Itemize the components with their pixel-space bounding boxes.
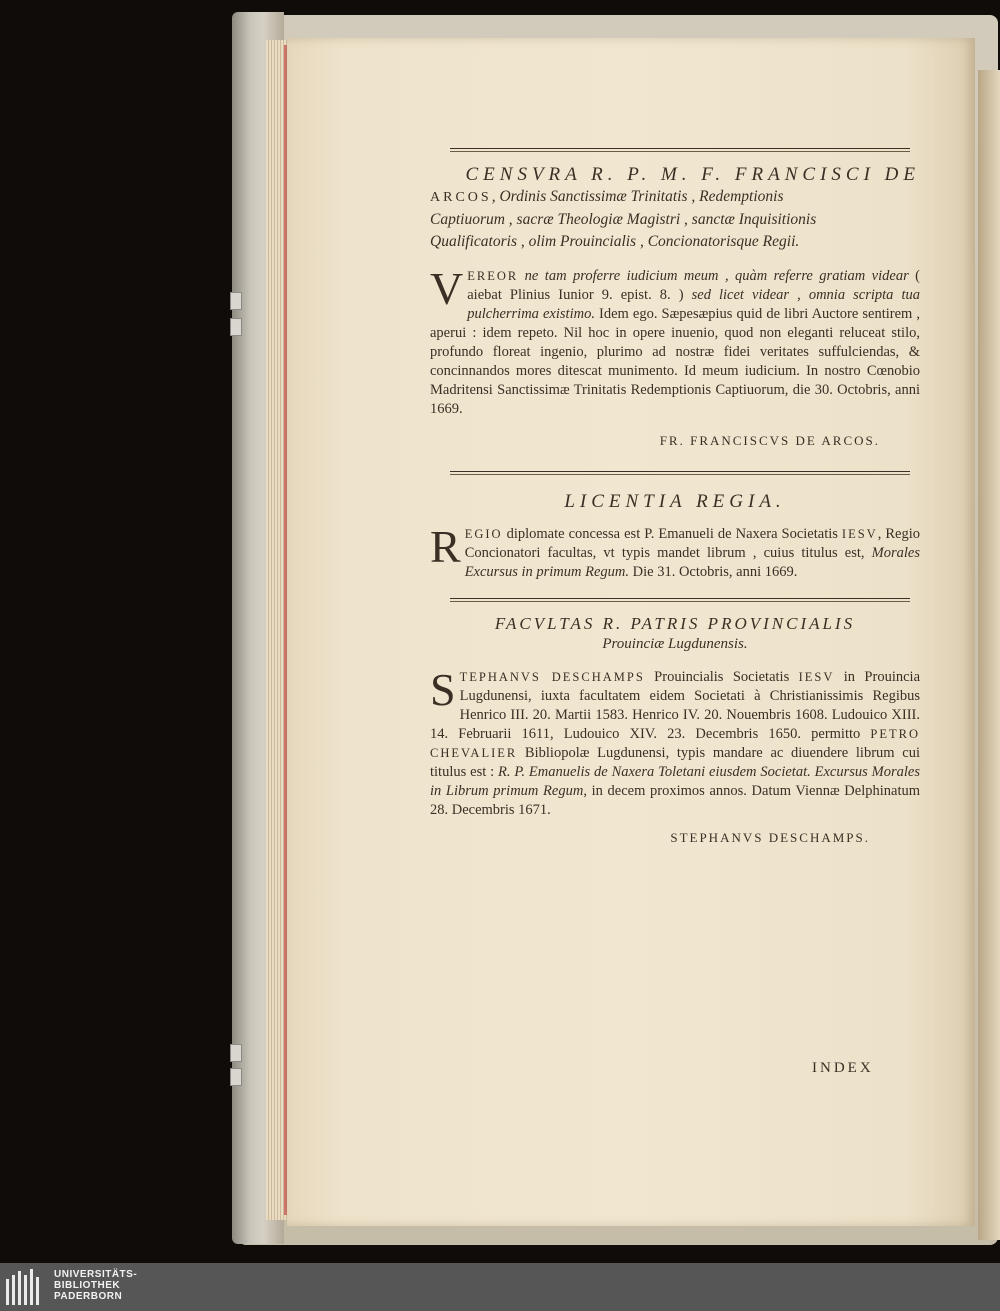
dropcap-r: R [430,521,461,572]
library-logo-icon [6,1269,46,1305]
licentia-body-roman1: diplomate concessa est P. Emanueli de Naxera Societatis [502,526,842,542]
censura-title-line3: Captiuorum , sacræ Theologiæ Magistri , sanctæ Inquisitionis [430,211,817,228]
licentia-opening: EGIO [464,527,503,541]
censura-body-italic2: sed licet videar , omnia scripta tua pulcherrima existimo. [467,287,920,322]
facultas-body-roman1: Prouincialis Societatis [644,669,799,685]
section-rule [430,590,920,608]
catchword: INDEX [812,1060,874,1076]
censura-title-line2-rest: , Ordinis Sanctissimæ Trinitatis , Redemptionis [491,188,784,205]
facultas-body [430,664,921,820]
facultas-body-roman3: Bibliopolæ Lugdunensi, typis mandare ac diuendere librum cui titulus est : [430,745,920,780]
censura-body [430,263,920,419]
library-footer [0,1263,1000,1311]
licentia-title: LICENTIA REGIA. [564,491,786,512]
censura-body-italic1: ne tam proferre iudicium meum , quàm referre gratiam videar [518,268,909,284]
facultas-iesu: IESV [798,670,835,684]
censura-opening: EREOR [467,269,519,283]
library-line2: BIBLIOTHEK [54,1280,121,1291]
clasp [230,292,242,310]
facultas-opening: TEPHANVS DESCHAMPS [459,670,645,684]
licentia-iesu: IESV [841,527,878,541]
facultas-body-italic: R. P. Emanuelis de Naxera Toletani eiusdem Societat. Excursus Morales in Librum primum Regum [430,764,920,799]
licentia-body-italic: Morales Excursus in primum Regum. [464,545,920,580]
facultas-subtitle: Prouinciæ Lugdunensis. [602,636,748,652]
section-rule [430,463,920,481]
library-name [54,1269,137,1302]
clasp [230,318,242,336]
licentia-body-roman3: Die 31. Octobris, anni 1669. [629,564,798,580]
censura-title-line2 [430,186,920,209]
dropcap-v: V [430,263,464,314]
page-text [430,140,920,846]
facultas-printer: PETRO CHEVALIER [430,727,920,760]
censura-body-roman1: ( aiebat Plinius Iunior 9. epist. 8. ) [467,268,920,303]
clasp [230,1068,242,1086]
censura-heading [430,164,920,253]
facing-page-edge [978,70,1000,1240]
censura-title-arcos: ARCOS [430,190,492,205]
censura-body-roman2: Idem ego. Sæpesæpius quid de libri Auctore sentirem , aperui : idem repeto. Nil hoc in opere inuenio, quod non eleganti reluceat stilo, profundo floreat ingenio, plurimo ad nostræ fidei veritates suffulciendas, & concinnandos mores ditescat munimento. Id meum iudicium. In nostro Cœnobio Madritensi Sanctissimæ Trinitatis Redemptionis Captiuorum, die 30. Octobris, anni 1669. [430,306,920,417]
section-rule [430,140,920,158]
facultas-title: FACVLTAS R. PATRIS PROVINCIALIS [494,614,856,633]
library-line3: PADERBORN [54,1291,123,1302]
dropcap-s: S [430,664,456,715]
clasp [230,1044,242,1062]
library-line1: UNIVERSITÄTS- [54,1269,138,1280]
facultas-signature: STEPHANVS DESCHAMPS. [670,830,870,845]
licentia-body [430,521,920,582]
censura-signature: FR. FRANCISCVS DE ARCOS. [659,433,880,448]
facultas-body-roman2: in Prouincia Lugdunensi, iuxta facultatem eidem Societati à Christianissimis Regibus Henrico III. 20. Martii 1583. Henrico IV. 20. Nouembris 1608. Ludouico XIII. 14. Februarii 1611, Ludouico XIV. 23. Decembris 1650. permitto [430,669,921,742]
facultas-body-roman4: , in decem proximos annos. Datum Viennæ Delphinatum 28. Decembris 1671. [430,783,920,818]
licentia-body-roman2: , Regio Concionatori facultas, vt typis mandet librum , cuius titulus est, [464,526,920,561]
censura-title-line1: CENSVRA R. P. M. F. FRANCISCI DE [465,164,920,185]
censura-title-line4: Qualificatoris , olim Prouincialis , Concionatorisque Regii. [430,233,800,250]
